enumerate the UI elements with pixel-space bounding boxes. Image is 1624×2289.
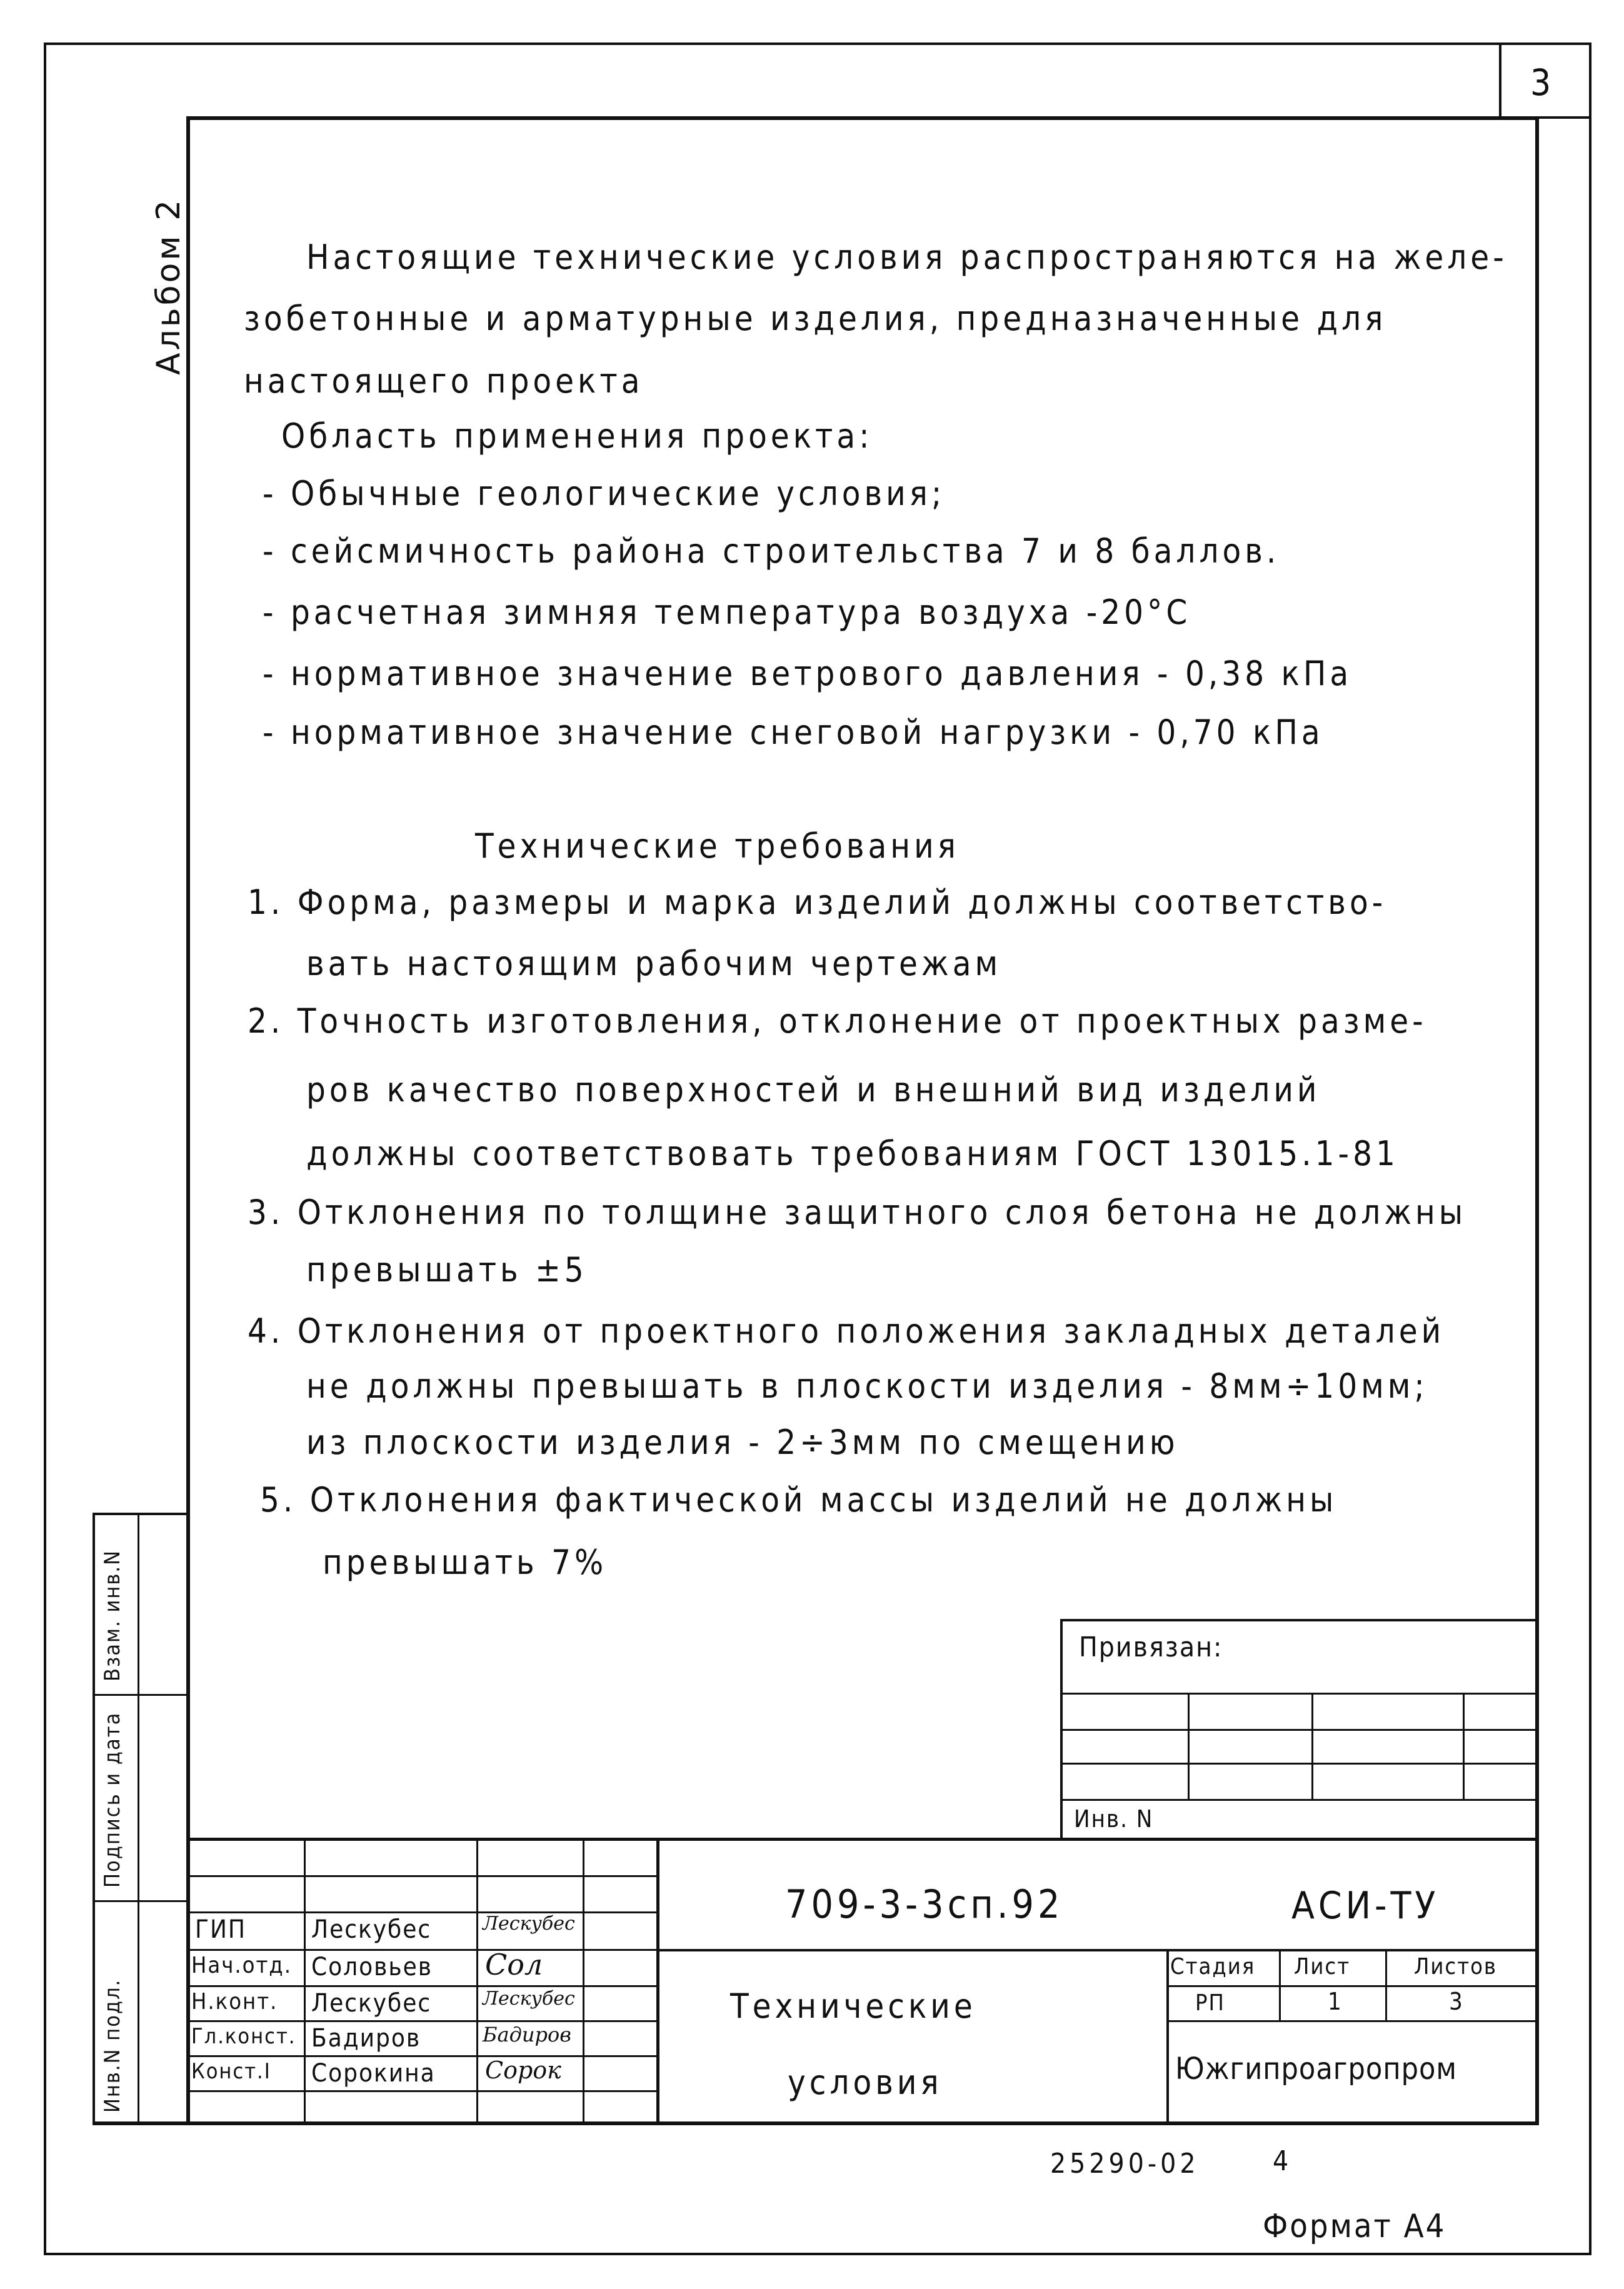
tb-col-7 (1385, 1949, 1387, 2021)
requirement-1-line-1: 1. Форма, размеры и марка изделий должны соответство- (248, 883, 1387, 922)
tb-col-3 (583, 1838, 584, 2124)
tb-left-row-2 (186, 1911, 656, 1913)
tb-name-2: Соловьев (311, 1953, 433, 1981)
album-label: Альбом 2 (150, 197, 188, 375)
side-stamp-top (93, 1513, 189, 1515)
tb-col-2 (476, 1838, 478, 2124)
side-stamp-vzam: Взам. инв.N (100, 1550, 125, 1681)
binding-row-4 (1060, 1799, 1539, 1801)
tb-stage-label: Стадия (1170, 1954, 1256, 1980)
intro-line-3: настоящего проекта (244, 361, 644, 401)
requirement-2-line-3: должны соответствовать требованиям ГОСТ 13015.1-81 (306, 1134, 1399, 1173)
tb-signature-1: Лескубес (483, 1913, 575, 1935)
tb-left-row-6 (186, 2055, 656, 2057)
tb-left-row-5 (186, 2020, 656, 2022)
requirements-heading: Технические требования (475, 826, 960, 866)
binding-inv: Инв. N (1074, 1805, 1154, 1833)
outer-frame-left (44, 43, 46, 2255)
tb-sheets-label: Листов (1414, 1954, 1497, 1980)
side-stamp-mid (138, 1513, 139, 2125)
inner-frame-right (1535, 116, 1539, 2125)
tb-organization: Южгипроагропром (1175, 2051, 1457, 2086)
side-stamp-podpis: Подпись и дата (100, 1711, 125, 1888)
tb-name-3: Лескубес (311, 1989, 432, 2018)
tb-left-row-1 (186, 1875, 656, 1877)
scope-heading: Область применения проекта: (281, 416, 873, 456)
tb-doc-code: 709-3-3сп.92 (785, 1881, 1064, 1927)
requirement-5-line-1: 5. Отклонения фактической массы изделий не должны (260, 1480, 1338, 1520)
scope-item-3: - расчетная зимняя температура воздуха -20°С (263, 593, 1191, 632)
requirement-2-line-2: ров качество поверхностей и внешний вид изделий (306, 1070, 1321, 1109)
requirement-4-line-3: из плоскости изделия - 2÷3мм по смещению (306, 1423, 1179, 1462)
intro-line-2: зобетонные и арматурные изделия, предназначенные для (244, 299, 1387, 338)
inner-frame-bottom (93, 2121, 1539, 2125)
requirement-4-line-2: не должны превышать в плоскости изделия - 8мм÷10мм; (306, 1366, 1428, 1406)
tb-sheet-label: Лист (1294, 1954, 1351, 1980)
requirement-3-line-2: превышать ±5 (306, 1250, 588, 1290)
scope-item-2: - сейсмичность района строительства 7 и 8 баллов. (263, 531, 1280, 571)
inner-frame-top (186, 116, 1539, 120)
outer-frame-right (1589, 43, 1591, 2255)
format-label: Формат А4 (1263, 2208, 1446, 2245)
tb-name-1: Лескубес (311, 1915, 432, 1944)
tb-signature-2: Сол (485, 1948, 543, 1981)
tb-left-row-7 (186, 2090, 656, 2092)
intro-line-1: Настоящие технические условия распространяются на желе- (306, 238, 1508, 277)
tb-top (186, 1838, 1539, 1841)
side-stamp-left (93, 1513, 95, 2125)
archive-number: 25290-02 (1050, 2148, 1200, 2180)
requirement-4-line-1: 4. Отклонения от проектного положения закладных деталей (248, 1311, 1445, 1351)
binding-col-1 (1188, 1693, 1190, 1800)
outer-frame-bottom (44, 2253, 1591, 2255)
tb-left-row-3 (186, 1949, 656, 1951)
binding-row-1 (1060, 1693, 1539, 1695)
tb-title-line-2: условия (788, 2063, 943, 2102)
tb-signature-5: Сорок (485, 2056, 561, 2084)
side-stamp-div-1 (93, 1694, 189, 1696)
tb-left-row-4 (186, 1985, 656, 1987)
binding-top (1060, 1619, 1539, 1621)
side-stamp-inv-podl: Инв.N подл. (100, 1978, 125, 2113)
binding-row-2 (1060, 1729, 1539, 1731)
binding-row-3 (1060, 1763, 1539, 1765)
page-number-box-left (1499, 43, 1501, 119)
tb-title-line-1: Технические (730, 1986, 976, 2026)
binding-col-3 (1463, 1693, 1465, 1800)
requirement-3-line-1: 3. Отклонения по толщине защитного слоя бетона не должны (248, 1193, 1467, 1232)
tb-role-4: Гл.конст. (191, 2024, 296, 2049)
binding-col-2 (1311, 1693, 1313, 1800)
archive-sheet: 4 (1273, 2145, 1293, 2177)
requirement-1-line-2: вать настоящим рабочим чертежам (306, 944, 1002, 983)
tb-role-1: ГИП (195, 1915, 246, 1944)
tb-stage-bottom (1166, 2020, 1539, 2022)
tb-col-1 (304, 1838, 306, 2124)
tb-sheet-value: 1 (1328, 1988, 1343, 2015)
inner-frame-left (186, 116, 190, 2125)
tb-col-5 (1166, 1949, 1169, 2124)
tb-doc-mark: АСИ-ТУ (1291, 1884, 1440, 1928)
tb-signature-4: Бадиров (483, 2023, 571, 2046)
page-number: 3 (1530, 61, 1555, 104)
tb-sheets-value: 3 (1449, 1988, 1464, 2015)
tb-stage-value: РП (1195, 1990, 1225, 2016)
tb-col-4 (656, 1838, 659, 2124)
tb-role-3: Н.конт. (191, 1989, 278, 2015)
tb-code-bottom (656, 1949, 1539, 1951)
scope-item-1: - Обычные геологические условия; (263, 474, 946, 513)
tb-col-6 (1279, 1949, 1281, 2021)
tb-stage-row (1166, 1985, 1539, 1987)
requirement-2-line-1: 2. Точность изготовления, отклонение от проектных разме- (248, 1001, 1427, 1041)
tb-name-4: Бадиров (311, 2024, 421, 2053)
tb-signature-3: Лескубес (483, 1988, 575, 2010)
tb-name-5: Сорокина (311, 2059, 436, 2088)
outer-frame-top (44, 43, 1591, 45)
page-number-box-bottom (1499, 116, 1591, 119)
binding-title: Привязан: (1079, 1631, 1223, 1663)
side-stamp-div-2 (93, 1900, 189, 1902)
scope-item-5: - нормативное значение снеговой нагрузки - 0,70 кПа (263, 713, 1324, 752)
scope-item-4: - нормативное значение ветрового давления - 0,38 кПа (263, 654, 1353, 693)
tb-role-5: Конст.I (191, 2059, 271, 2084)
tb-role-2: Нач.отд. (191, 1953, 292, 1978)
requirement-5-line-2: превышать 7% (323, 1543, 608, 1582)
